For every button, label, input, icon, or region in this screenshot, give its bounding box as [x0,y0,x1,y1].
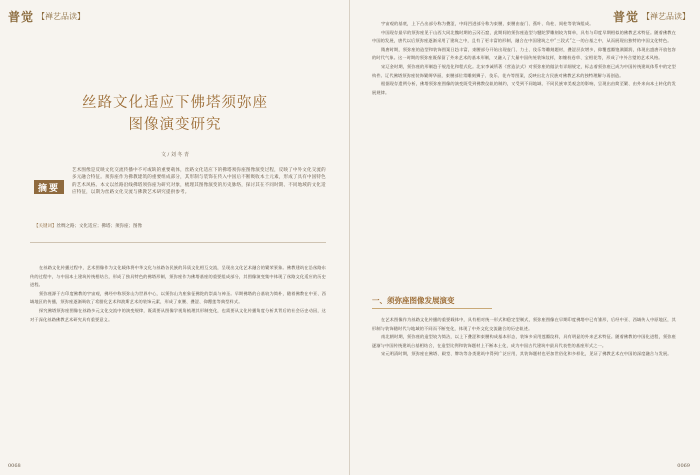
paragraph: 根据现存遗例分析，佛塔须弥座图像的演变既受到佛教仪轨的制约，又受到不同地域、不同民族审美观念的影响，呈现出由简至繁、由外来向本土转化的发展规律。 [372,81,676,95]
abstract-box [30,165,326,239]
keywords-list: 丝绸之路；文化适应；佛塔；须弥座；图像 [56,224,142,229]
right-body-text-top [372,20,676,295]
section-underline [372,308,492,309]
paragraph: 宋辽金时期，须弥座的形制趋于规范化和程式化。北宋李诫所著《营造法式》对须弥座的做法有详细规定，标志着须弥座已成为中国传统建筑体系中的定型构件。辽代佛塔须弥座装饰繁缛华丽，束腰部位常雕刻狮子、伎乐、花卉等图案，反映出北方民族对佛教艺术的独特理解与再创造。 [372,63,676,78]
header-left [8,8,85,25]
paragraph: 宋元明清时期，须弥座在佛塔、殿堂、牌坊等各类建筑中得到广泛应用，其装饰题材也更加世俗化和多样化，见证了佛教艺术在中国的深度融合与发展。 [381,351,672,357]
paragraph: 宇宙观的基底，上下凸出部分称为叠涩，中间凹进部分称为束腰，束腰由壶门、蕉叶、角柱、间柱等装饰组成。 [381,21,594,26]
right-body-text-bottom [372,316,676,463]
title-line-1: 丝路文化适应下佛塔须弥座 [82,95,268,111]
paragraph: 在艺术图像作为丝路文化传播的重要载体中，具有相对统一形式和稳定型制式，须弥座图像在早期印度佛塔中已有雏形，后经中亚、西域传入中原地区，其形制与装饰随时代与地域的不同而不断变化，体现了中外文化交流融合的历史轨迹。 [372,317,676,331]
magazine-logo: 普觉 [8,10,35,24]
paragraph: 在丝路文化传播过程中，艺术图像作为文化载体将中华文化与丝路各民族的异质文化相互交流，呈现出文化艺术融合的繁荣景象。佛教建筑在沿丝路东传的过程中，与中国本土建筑传统相结合，形成了独具特色的佛塔形制，须弥座作为佛塔基座的重要组成部分，其图像演变集中体现了丝路文化适应的历史进程。 [30,265,326,288]
section-heading: 一、须弥座图像发展演变 [372,296,455,305]
article-title [0,92,350,136]
keywords-label: 【关键词】 [34,224,57,229]
paragraph: 隋唐时期，须弥座的造型和装饰图案日趋丰富，束腰部分开始出现壶门、力士、伎乐等雕刻题材，叠涩层次增多，仰覆莲瓣饱满圆润，体现出盛唐开放包容的时代气象。这一时期的须弥座既保留了外来艺术的基本形制，又融入了大量中国传统装饰纹样，如缠枝卷草、宝相花等，形成了中外合璧的艺术风格。 [372,46,676,61]
paragraph: 须弥座源于古印度佛教的宇宙观，佛经中称须弥山为世界中心，以须弥山为座象征佛陀的崇高与神圣。早期佛塔的台基较为简朴，随着佛教在中亚、西域地区的传播，须弥座逐渐吸收了希腊化艺术和波斯艺术的装饰元素，形成了束腰、叠涩、仰覆莲等典型样式。 [30,290,326,305]
paragraph: 中国现存最早的须弥座见于山西大同北魏时期的云冈石窟，此期间的须弥座造型与犍陀罗雕刻较为简单，具有与印度早期相似的佛教艺术特征。随着佛教在中国的发展，唐代以后须弥座逐渐采用了建筑之中，且有了更丰富的形制，融合在中国建筑之中“三段式”之一的台基之中，从而展现出独特的中国文化特色。 [372,29,676,44]
page-number-left: 0068 [8,463,21,469]
author-byline: 文 / 刘 冬 青 [160,152,190,158]
paragraph: 南北朝时期，须弥座的造型较为简洁，以上下叠涩和束腰构成基本形态，装饰多采用莲瓣纹样，具有明显的外来艺术特征。随着佛教的中国化进程，须弥座逐渐与中国传统建筑台基相结合，在造型比例和装饰题材上不断本土化，成为中国古代建筑中最具代表性的基座形式之一。 [372,334,676,348]
paragraph: 探究佛塔须弥座图像在丝路多元文化交流中的演变规律，既需要从图像学视角梳理其形制变化，也需要从文化传播角度分析其背后的社会历史动因，这对于深化丝路佛教艺术研究具有重要意义。 [30,307,326,322]
left-body-text [30,264,326,464]
keywords [34,223,326,229]
page-number-right: 0069 [677,463,690,469]
abstract-divider [30,242,326,243]
abstract-label: 摘要 [34,180,64,194]
abstract-text: 艺术图像是反映文化交流传播中不可或缺的重要载体，丝路文化适应下的佛塔须弥座图像演变过程，反映了中外文化交流的多元融合特征。须弥座作为佛教建筑的重要组成部分，其形制与装饰在传入中国后不断吸收本土元素，形成了具有中国特色的艺术风格。本文以丝路沿线佛塔须弥座为研究对象，梳理其图像演变的历史脉络，探讨其在不同时期、不同地域的文化适应特征，以期为丝路文化交流与佛教艺术研究提供参考。 [72,168,326,195]
magazine-logo: 普觉 [612,10,639,24]
title-line-2: 图像演变研究 [128,117,222,133]
right-page [350,0,700,475]
column-tag: 【禅艺品读】 [642,12,690,21]
column-tag: 【禅艺品读】 [37,12,86,21]
